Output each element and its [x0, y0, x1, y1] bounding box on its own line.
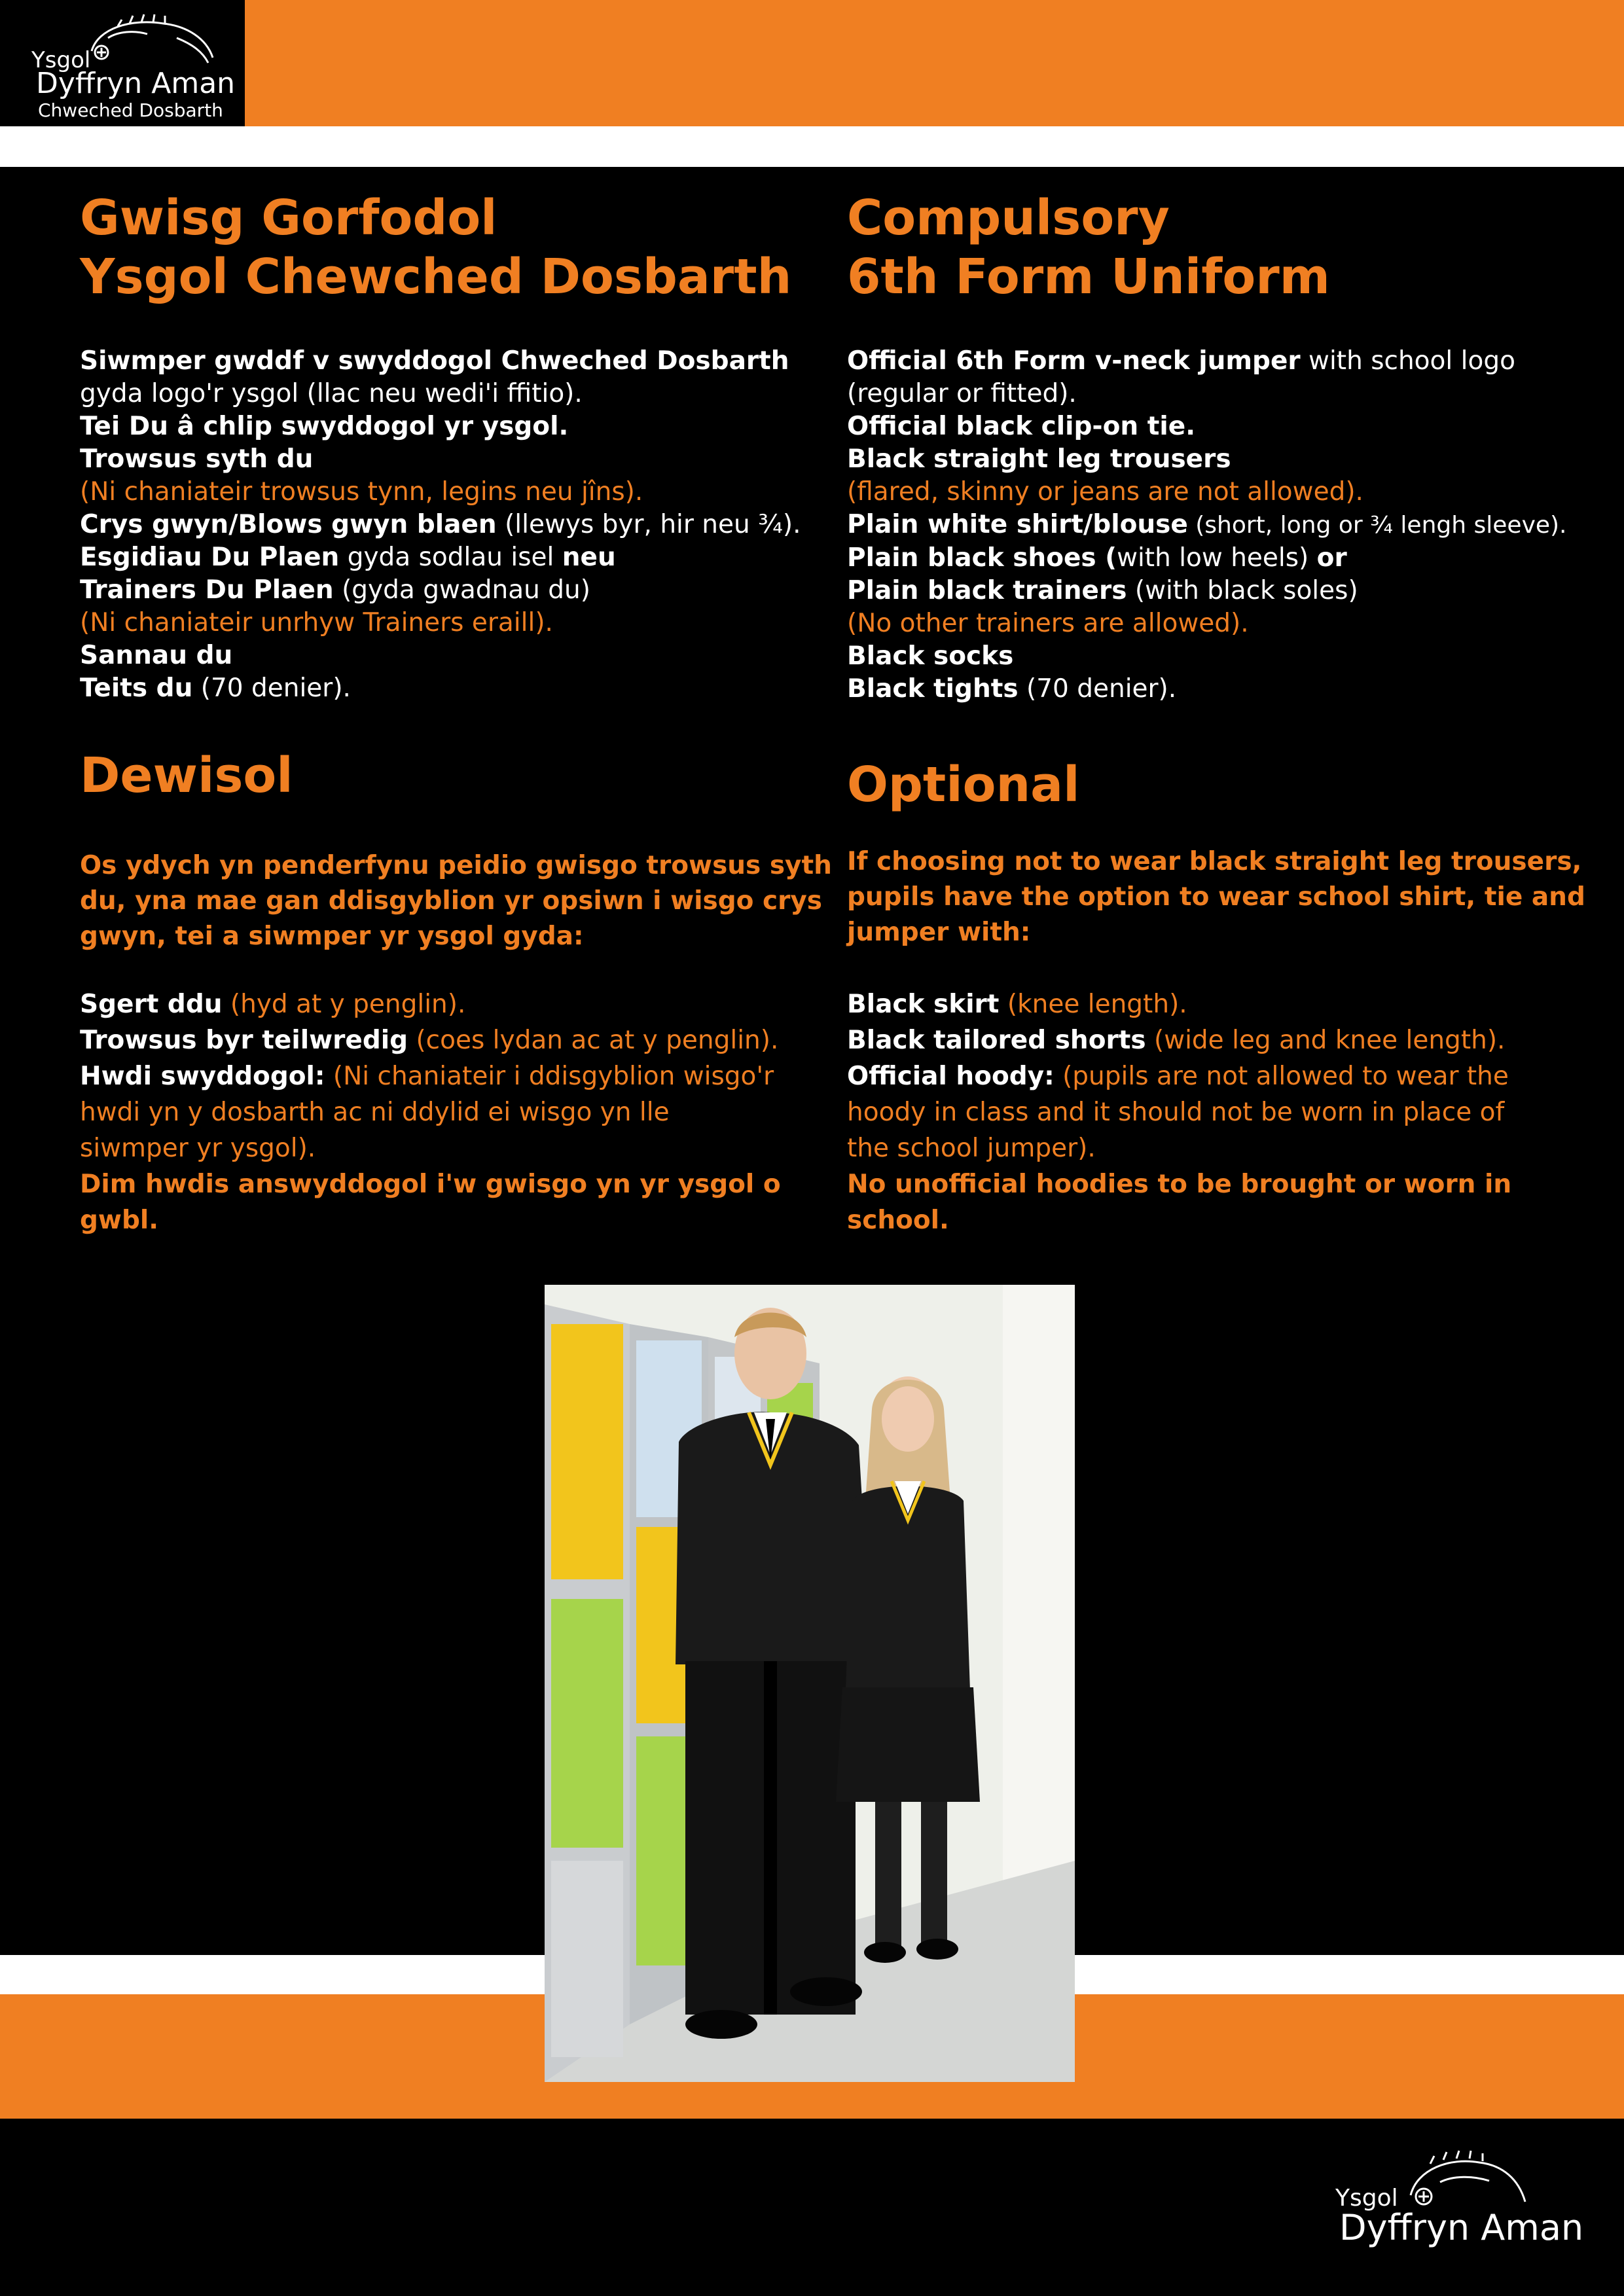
list-item: Official hoody: (pupils are not allowed to wear the: [847, 1062, 1509, 1091]
list-item: Official black clip-on tie.: [847, 412, 1196, 441]
english-compulsory-section: [847, 188, 1567, 306]
logo-school-name: Dyffryn Aman: [36, 67, 236, 100]
list-item: Trainers Du Plaen (gyda gwadnau du): [80, 575, 590, 605]
english-title-line2: 6th Form Uniform: [847, 249, 1330, 305]
list-item: No unofficial hoodies to be brought or worn in: [847, 1170, 1512, 1199]
intro-line: Os ydych yn penderfynu peidio gwisgo trowsus syth: [80, 851, 832, 880]
english-uniform-list: [847, 345, 1567, 706]
english-title: [847, 188, 1567, 306]
list-item: Black tailored shorts (wide leg and knee length).: [847, 1026, 1506, 1055]
photo-illustration: [545, 1285, 1075, 2082]
intro-line: gwyn, tei a siwmper yr ysgol gyda:: [80, 922, 584, 951]
list-item: Black socks: [847, 641, 1014, 671]
list-item: Crys gwyn/Blows gwyn blaen (llewys byr, hir neu ¾).: [80, 510, 801, 539]
english-optional-section: [847, 755, 1567, 814]
boar-icon: [79, 12, 223, 71]
list-item: hwdi yn y dosbarth ac ni ddylid ei wisgo yn lle: [80, 1098, 670, 1127]
list-item: (flared, skinny or jeans are not allowed).: [847, 477, 1363, 507]
list-item: siwmper yr ysgol).: [80, 1134, 316, 1163]
english-optional-intro: [847, 844, 1585, 950]
welsh-title-line1: Gwisg Gorfodol: [80, 190, 497, 246]
english-title-line1: Compulsory: [847, 190, 1170, 246]
welsh-uniform-list: [80, 345, 800, 705]
footer-logo-ysgol-text: Ysgol: [1335, 2185, 1398, 2212]
list-item: Trowsus byr teilwredig (coes lydan ac at y penglin).: [80, 1026, 779, 1055]
list-item: Teits du (70 denier).: [80, 673, 351, 703]
intro-line: du, yna mae gan ddisgyblion yr opsiwn i wisgo crys: [80, 886, 822, 916]
welsh-title-line2: Ysgol Chewched Dosbarth: [80, 249, 792, 305]
list-item: Trowsus syth du: [80, 444, 314, 474]
list-item: Tei Du â chlip swyddogol yr ysgol.: [80, 412, 569, 441]
welsh-optional-section: [80, 746, 800, 805]
list-item: (Ni chaniateir unrhyw Trainers eraill).: [80, 608, 553, 637]
welsh-title: [80, 188, 800, 306]
list-item: Siwmper gwddf v swyddogol Chweched Dosbarth: [80, 346, 789, 376]
english-optional-list: [847, 986, 1567, 1238]
list-item: Esgidiau Du Plaen gyda sodlau isel neu: [80, 543, 616, 572]
list-item: the school jumper).: [847, 1134, 1096, 1163]
welsh-compulsory-section: [80, 188, 800, 306]
list-item: Hwdi swyddogol: (Ni chaniateir i ddisgyblion wisgo'r: [80, 1062, 774, 1091]
list-item: Plain black trainers (with black soles): [847, 576, 1358, 605]
list-item: (No other trainers are allowed).: [847, 609, 1249, 638]
list-item: Plain black shoes (with low heels) or: [847, 543, 1347, 573]
logo-ysgol-text: Ysgol: [31, 47, 91, 73]
list-item: Dim hwdis answyddogol i'w gwisgo yn yr ysgol o: [80, 1170, 781, 1199]
list-item: (regular or fitted).: [847, 379, 1077, 408]
list-item: Official 6th Form v-neck jumper with school logo: [847, 346, 1515, 376]
welsh-optional-title: Dewisol: [80, 747, 293, 804]
welsh-optional-list: [80, 986, 800, 1238]
list-item: Plain white shirt/blouse (short, long or ¾ lengh sleeve).: [847, 510, 1567, 539]
header-logo-box: [0, 0, 245, 126]
list-item: Black straight leg trousers: [847, 444, 1231, 474]
english-optional-title: Optional: [847, 757, 1080, 813]
list-item: Sannau du: [80, 641, 233, 670]
intro-line: pupils have the option to wear school shirt, tie and: [847, 882, 1585, 912]
list-item: hoody in class and it should not be worn in place of: [847, 1098, 1505, 1127]
footer-logo-school-name: Dyffryn Aman: [1339, 2207, 1584, 2248]
list-item: (Ni chaniateir trowsus tynn, legins neu jîns).: [80, 477, 643, 507]
intro-line: If choosing not to wear black straight leg trousers,: [847, 847, 1582, 876]
list-item: gwbl.: [80, 1206, 159, 1235]
intro-line: jumper with:: [847, 918, 1031, 947]
list-item: gyda logo'r ysgol (llac neu wedi'i ffitio).: [80, 379, 583, 408]
boar-icon: [1401, 2149, 1532, 2215]
list-item: school.: [847, 1206, 949, 1235]
list-item: Black skirt (knee length).: [847, 990, 1187, 1019]
list-item: Black tights (70 denier).: [847, 674, 1177, 704]
list-item: Sgert ddu (hyd at y penglin).: [80, 990, 466, 1019]
welsh-optional-intro: [80, 848, 832, 954]
logo-sixth-form-text: Chweched Dosbarth: [38, 99, 223, 121]
header-white-band: [0, 126, 1624, 167]
students-uniform-photo: [545, 1285, 1075, 2082]
